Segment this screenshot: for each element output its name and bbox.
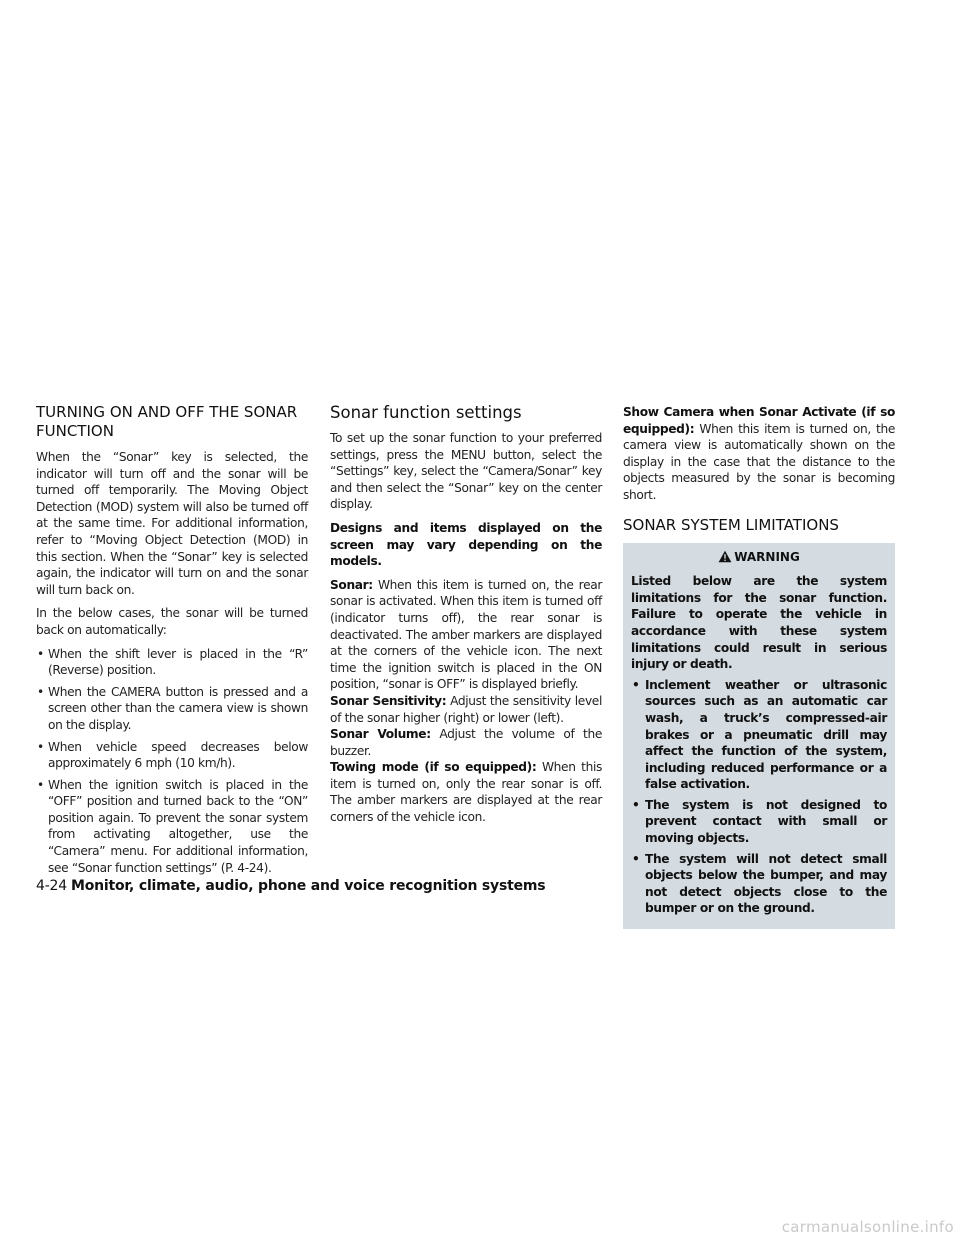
list-item-text: The system is not designed to prevent contact with small or moving objects. [645, 797, 887, 846]
warning-triangle-icon [718, 550, 732, 563]
section-heading-limitations: SONAR SYSTEM LIMITATIONS [623, 515, 839, 534]
designs-note-text: Designs and items displayed on the screen may vary depending on the models. [330, 520, 602, 569]
paragraph-sonar-sensitivity [330, 693, 602, 726]
list-item-text: When the CAMERA button is pressed and a screen other than the camera view is shown on the display. [48, 684, 308, 732]
column-3 [623, 404, 895, 929]
column-1 [36, 403, 308, 881]
bullet-icon: • [632, 677, 640, 692]
sonar-description: When this item is turned on, the rear sonar is activated. When this item is turned off (indicator turns off), the rear sonar is deactivated. The amber markers are displayed at the corners of the vehicle icon. The next time the ignition switch is placed in the ON position, “sonar is OFF” is displayed briefly. [330, 577, 602, 692]
paragraph-sonar [330, 577, 602, 693]
bullet-icon: • [37, 739, 44, 754]
list-item [631, 851, 887, 917]
list-item [36, 646, 308, 679]
bullet-icon: • [37, 646, 44, 661]
list-item-text: When vehicle speed decreases below approximately 6 mph (10 km/h). [48, 739, 308, 771]
heading-line-2: FUNCTION [36, 422, 114, 440]
list-item [631, 677, 887, 793]
show-camera-description: When this item is turned on, the camera view is automatically shown on the display in the case that the distance to the objects measured by the sonar is becoming short. [623, 421, 895, 502]
paragraph-towing-mode [330, 759, 602, 825]
bullet-icon: • [37, 684, 44, 699]
term-sonar-volume: Sonar Volume: [330, 727, 431, 742]
heading-line-1: TURNING ON AND OFF THE SONAR [36, 403, 298, 421]
list-item-text: When the ignition switch is placed in the “OFF” position and turned back to the “ON” position again. To prevent the sonar system from activating altogether, use the “Camera” menu. For additional information, see “Sonar function settings” (P. 4-24). [48, 777, 308, 875]
list-item [36, 739, 308, 772]
page-number: 4-24 [36, 878, 67, 894]
list-item [36, 777, 308, 877]
paragraph-show-camera [623, 404, 895, 504]
column-2 [330, 403, 602, 826]
paragraph-setup: To set up the sonar function to your preferred settings, press the MENU button, select the “Settings” key, select the “Camera/Sonar” key and then select the “Sonar” key on the center display. [330, 431, 602, 512]
subheading-sonar-settings: Sonar function settings [330, 403, 522, 422]
warning-list [631, 677, 887, 917]
towing-description: When this item is turned on, only the rear sonar is off. The amber markers are displayed at the rear corners of the vehicle icon. [330, 760, 602, 825]
warning-header [631, 549, 887, 566]
paragraph-sonar-volume [330, 726, 602, 759]
warning-title: WARNING [734, 549, 800, 564]
list-item-text: The system will not detect small objects below the bumper, and may not detect objects close to the bumper or on the ground. [645, 851, 887, 916]
paragraph-auto-on: In the below cases, the sonar will be turned back on automatically: [36, 606, 308, 637]
page-footer [36, 878, 545, 894]
list-item [36, 684, 308, 734]
bullet-icon: • [632, 851, 640, 866]
chapter-title: Monitor, climate, audio, phone and voice recognition systems [70, 878, 546, 894]
auto-on-list [36, 646, 308, 877]
warning-box [623, 543, 895, 929]
term-sonar-sensitivity: Sonar Sensitivity: [330, 693, 447, 708]
term-show-camera: Show Camera when Sonar Activate (if so equipped): [623, 405, 895, 436]
watermark: carmanualsonline.info [781, 1218, 954, 1236]
bullet-icon: • [37, 777, 44, 792]
paragraph-designs-note [330, 520, 602, 570]
term-sonar: Sonar: [330, 577, 373, 592]
bullet-icon: • [632, 797, 640, 812]
volume-description: Adjust the volume of the buzzer. [330, 727, 602, 758]
list-item-text: Inclement weather or ultrasonic sources such as an automatic car wash, a truck’s compressed-air brakes or a pneumatic drill may affect the function of the system, including reduced performance or a false activation. [645, 677, 887, 792]
term-towing-mode: Towing mode (if so equipped): [330, 760, 537, 775]
section-heading-sonar-on-off [36, 403, 308, 441]
list-item [631, 797, 887, 847]
paragraph-sonar-key: When the “Sonar” key is selected, the indicator will turn off and the sonar will be turned off temporarily. The Moving Object Detection (MOD) system will also be turned off at the same time. For additional information, refer to “Moving Object Detection (MOD) in this section. When the “Sonar” key is selected again, the indicator will turn on and the sonar will turn back on. [36, 450, 308, 597]
list-item-text: When the shift lever is placed in the “R” (Reverse) position. [48, 646, 308, 678]
warning-intro: Listed below are the system limitations for the sonar function. Failure to operate the vehicle in accordance with these system limitations could result in serious injury or death. [631, 574, 887, 672]
sensitivity-description: Adjust the sensitivity level of the sonar higher (right) or lower (left). [330, 693, 602, 725]
